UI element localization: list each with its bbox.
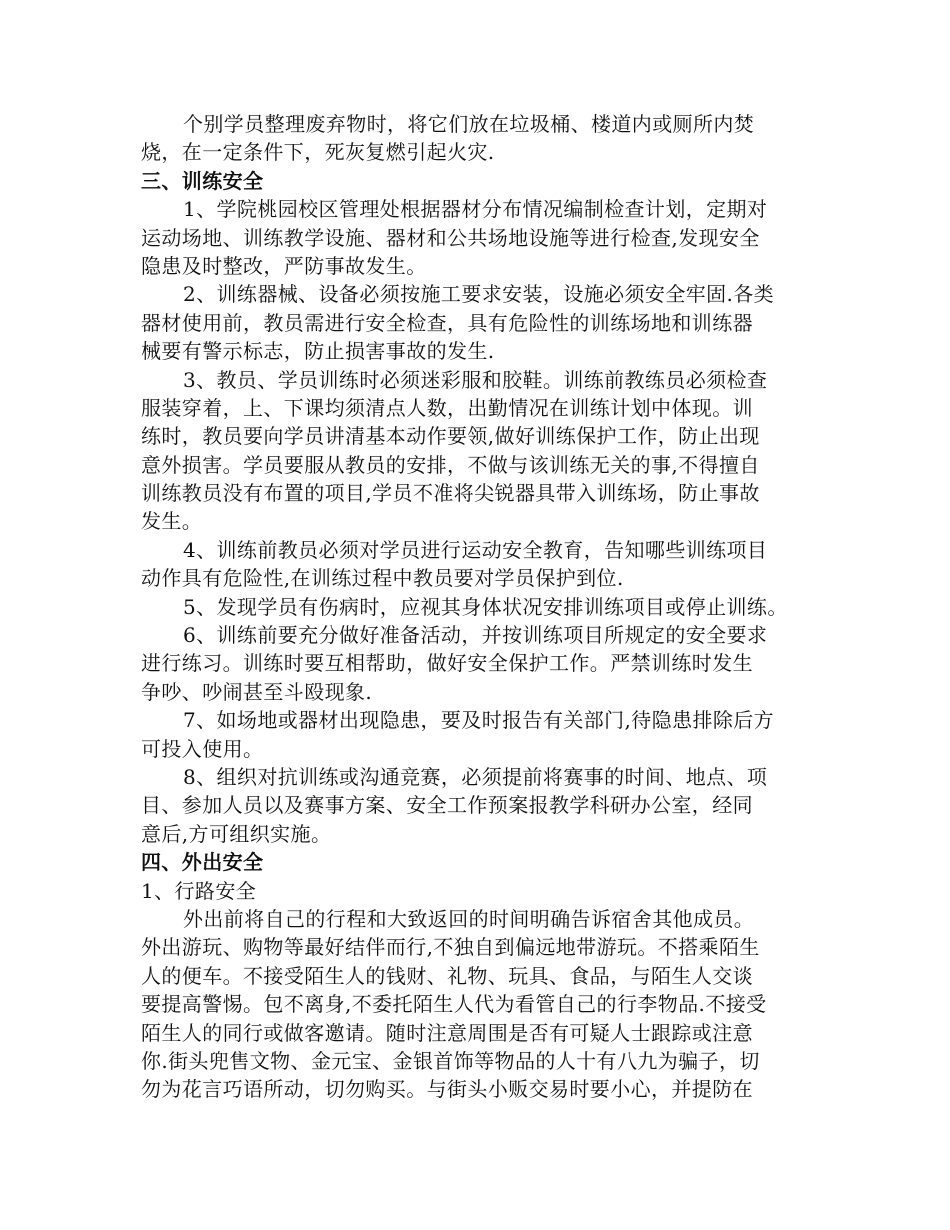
paragraph-line: 4、训练前教员必须对学员进行运动安全教育，告知哪些训练项目 <box>183 537 768 562</box>
paragraph-line: 器材使用前，教员需进行安全检查，具有危险性的训练场地和训练器 <box>141 310 753 335</box>
paragraph-line: 动作具有危险性,在训练过程中教员要对学员保护到位. <box>141 566 624 591</box>
paragraph-line: 7、如场地或器材出现隐患，要及时报告有关部门,待隐患排除后方 <box>183 708 775 733</box>
paragraph-line: 外出前将自己的行程和大致返回的时间明确告诉宿舍其他成员。 <box>183 906 755 931</box>
paragraph-line: 5、发现学员有伤病时，应视其身体状况安排训练项目或停止训练。 <box>183 594 788 619</box>
paragraph-line: 发生。 <box>141 509 203 534</box>
paragraph-line: 外出游玩、购物等最好结伴而行,不独自到偏远地带游玩。不搭乘陌生 <box>141 935 760 960</box>
paragraph-line: 8、组织对抗训练或沟通竞赛，必须提前将赛事的时间、地点、项 <box>183 764 768 789</box>
subsection-heading-walking-safety: 1、行路安全 <box>141 878 257 903</box>
paragraph-line: 械要有警示标志，防止损害事故的发生. <box>141 339 495 364</box>
paragraph-line: 意后,方可组织实施。 <box>141 821 332 846</box>
paragraph-line: 烧，在一定条件下，死灰复燃引起火灾. <box>141 140 495 165</box>
paragraph-line: 运动场地、训练教学设施、器材和公共场地设施等进行检查,发现安全 <box>141 225 760 250</box>
section-heading-training-safety: 三、训练安全 <box>141 168 264 193</box>
paragraph-line: 服装穿着，上、下课均须清点人数，出勤情况在训练计划中体现。训 <box>141 395 753 420</box>
paragraph-line: 1、学院桃园校区管理处根据器材分布情况编制检查计划，定期对 <box>183 197 768 222</box>
paragraph-line: 可投入使用。 <box>141 736 264 761</box>
paragraph-line: 练时，教员要向学员讲清基本动作要领,做好训练保护工作，防止出现 <box>141 424 760 449</box>
paragraph-line: 陌生人的同行或做客邀请。随时注意周围是否有可疑人士跟踪或注意 <box>141 1020 753 1045</box>
paragraph-line: 目、参加人员以及赛事方案、安全工作预案报教学科研办公室，经同 <box>141 793 753 818</box>
paragraph-line: 进行练习。训练时要互相帮助，做好安全保护工作。严禁训练时发生 <box>141 651 753 676</box>
paragraph-line: 勿为花言巧语所动，切勿购买。与街头小贩交易时要小心，并提防在 <box>141 1077 753 1102</box>
paragraph-line: 人的便车。不接受陌生人的钱财、礼物、玩具、食品，与陌生人交谈 <box>141 963 753 988</box>
paragraph-line: 3、教员、学员训练时必须迷彩服和胶鞋。训练前教练员必须检查 <box>183 367 768 392</box>
paragraph-line: 要提高警惕。包不离身,不委托陌生人代为看管自己的行李物品.不接受 <box>141 992 767 1017</box>
paragraph-line: 个别学员整理废弃物时，将它们放在垃圾桶、楼道内或厕所内焚 <box>183 112 755 136</box>
paragraph-line: 意外损害。学员要服从教员的安排，不做与该训练无关的事,不得擅自 <box>141 452 760 477</box>
paragraph-line: 训练教员没有布置的项目,学员不准将尖锐器具带入训练场，防止事故 <box>141 481 760 506</box>
paragraph-line: 你.街头兜售文物、金元宝、金银首饰等物品的人十有八九为骗子，切 <box>141 1048 760 1073</box>
paragraph-line: 争吵、吵闹甚至斗殴现象. <box>141 679 373 704</box>
paragraph-line: 6、训练前要充分做好准备活动，并按训练项目所规定的安全要求 <box>183 623 768 648</box>
paragraph-line: 隐患及时整改，严防事故发生。 <box>141 253 427 278</box>
section-heading-outing-safety: 四、外出安全 <box>141 850 264 875</box>
paragraph-line: 2、训练器械、设备必须按施工要求安装，设施必须安全牢固.各类 <box>183 282 775 307</box>
document-page <box>141 110 821 1104</box>
